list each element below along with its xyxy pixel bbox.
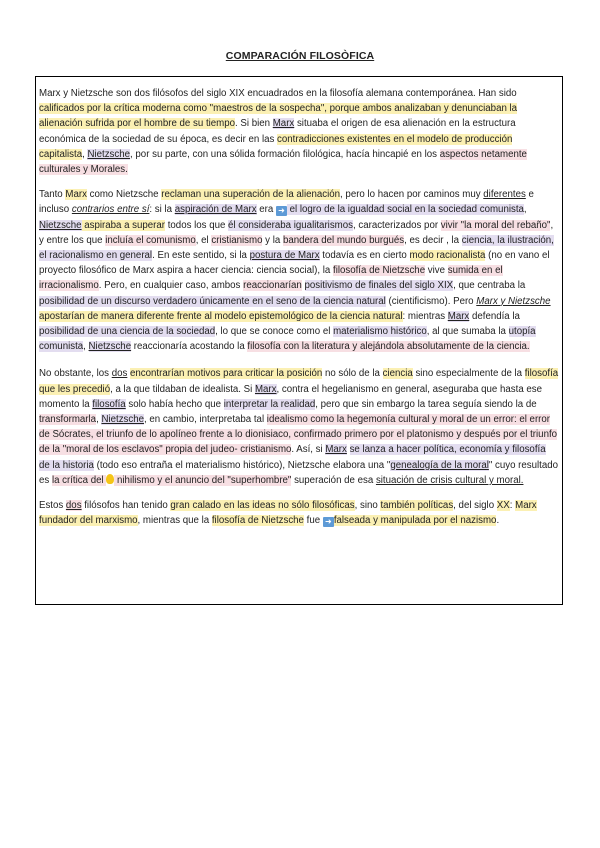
text: no sólo de la bbox=[322, 368, 383, 380]
highlight: él consideraba igualitarismos bbox=[228, 219, 353, 231]
text: filósofos han tenido bbox=[81, 500, 171, 512]
highlight: filosofía que les precedió bbox=[39, 368, 559, 395]
text: , y entre los que bbox=[39, 219, 554, 246]
highlight: aspiración de Marx bbox=[174, 204, 257, 216]
text: superación de esa bbox=[291, 474, 376, 486]
text: . Pero, en cualquier caso, ambos bbox=[98, 280, 244, 292]
italic-text: Marx y Nietzsche bbox=[476, 295, 551, 307]
text: . En este sentido, si la bbox=[152, 250, 250, 262]
highlight: interpretar la realidad bbox=[223, 398, 316, 410]
text: , pero que sin embargo la tarea seguía siendo la de bbox=[315, 398, 537, 410]
highlight: reaccionarían bbox=[243, 280, 302, 292]
text: vive bbox=[425, 265, 448, 277]
text: : mientras bbox=[402, 310, 448, 322]
text: , sino bbox=[354, 500, 381, 512]
highlight: se lanza a hacer política, economía y filosofía de la historia bbox=[39, 444, 546, 471]
highlight: transformarla bbox=[39, 414, 97, 426]
highlight: también políticas bbox=[380, 500, 454, 512]
highlight: ciencia, la ilustración, el racionalismo en general bbox=[39, 234, 554, 262]
text: e incluso bbox=[39, 189, 534, 216]
highlight: filosofía bbox=[92, 398, 126, 410]
text: , la bbox=[443, 234, 462, 246]
text: todos los que bbox=[165, 219, 229, 231]
highlight: la crítica del bbox=[51, 474, 107, 486]
paragraph-4 bbox=[39, 498, 559, 528]
highlight: sumida en el irracionalismo bbox=[39, 265, 503, 292]
highlight: reclaman una superación de la alienación bbox=[161, 189, 341, 201]
text: , bbox=[83, 341, 89, 353]
text: (todo eso entraña el materialismo histórico), Nietzsche elabora una " bbox=[93, 459, 391, 471]
highlight: fundador del marxismo bbox=[39, 515, 138, 527]
text: reaccionaría acostando la bbox=[131, 341, 248, 353]
text: , que centraba la bbox=[453, 280, 526, 292]
highlight: calificados por la crítica moderna como "maestros de la sospecha", porque ambos analizaban y denunciaban la alienación sufrida por el hombre de su tiempo bbox=[39, 103, 518, 130]
paragraph-2 bbox=[39, 187, 559, 354]
highlight: XX bbox=[496, 500, 510, 512]
highlight: gran calado en las ideas no sólo filosóficas bbox=[170, 500, 355, 512]
text: " cuyo resultado es bbox=[39, 459, 559, 486]
highlight: postura de Marx bbox=[249, 250, 320, 262]
highlight: positivismo de finales del siglo XIX bbox=[304, 280, 454, 292]
highlight: genealogía de la moral bbox=[390, 459, 489, 471]
text: solo había hecho que bbox=[125, 398, 224, 410]
highlight: Marx bbox=[65, 189, 87, 201]
marx-link: Marx bbox=[272, 118, 295, 130]
text: , lo que se conoce como el bbox=[215, 326, 334, 338]
highlight: aspiraba a superar bbox=[81, 219, 166, 231]
highlight: filosofía de Nietzsche bbox=[333, 265, 426, 277]
text: (cientificismo). Pero bbox=[385, 295, 477, 307]
text: , bbox=[523, 204, 527, 216]
highlight: contradicciones existentes en el modelo de producción capitalista bbox=[39, 133, 513, 160]
arrow-right-icon: ➜ bbox=[276, 206, 287, 216]
text: , caracterizados por bbox=[352, 219, 441, 231]
text: : bbox=[509, 500, 516, 512]
text: . Si bien bbox=[235, 118, 273, 130]
text: sino especialmente de la bbox=[412, 368, 525, 380]
highlight: modo racionalista bbox=[409, 250, 486, 262]
highlight: filosofía de Nietzsche bbox=[211, 515, 304, 527]
text: . bbox=[496, 515, 500, 527]
text: (no en vano el proyecto filosófico de Marx aspira a hacer ciencia: ciencia social), la bbox=[39, 250, 550, 277]
highlight: apostarían de manera diferente frente al modelo epistemológico de la ciencia natural bbox=[39, 310, 403, 322]
text: , a la que tildaban de idealista. Si bbox=[110, 383, 255, 395]
text: era bbox=[256, 204, 276, 216]
underlined-text: diferentes bbox=[483, 189, 526, 201]
text: No obstante, los bbox=[39, 368, 112, 380]
highlight: posibilidad de un discurso verdadero únicamente en el seno de la ciencia natural bbox=[39, 295, 386, 307]
highlight: ciencia bbox=[382, 368, 413, 380]
highlight: aspectos netamente culturales y Morales. bbox=[39, 148, 527, 176]
text: y la bbox=[262, 234, 283, 246]
text: , del siglo bbox=[453, 500, 497, 512]
highlight: posibilidad de una ciencia de la sociedad bbox=[39, 326, 216, 338]
paragraph-3 bbox=[39, 366, 559, 488]
text: , pero lo hacen por caminos muy bbox=[340, 189, 484, 201]
document-title: COMPARACIÓN FILOSÒFICA bbox=[225, 50, 375, 62]
highlight: cristianismo bbox=[211, 234, 263, 246]
marx-link: Marx bbox=[325, 444, 347, 456]
nietzsche-link: Nietzsche bbox=[39, 219, 82, 231]
text: , en cambio, interpretaba tal bbox=[144, 414, 267, 426]
paragraph-1 bbox=[39, 86, 559, 177]
text: fue bbox=[303, 515, 323, 527]
text: , el bbox=[195, 234, 212, 246]
italic-text: contrarios entre sí bbox=[71, 204, 150, 216]
text: situaba el origen de esa alienación en la estructura económica de la sociedad de su época, es decir en las bbox=[39, 118, 516, 145]
text: : si la bbox=[149, 204, 175, 216]
nietzsche-link: Nietzsche bbox=[101, 414, 145, 426]
text: , bbox=[96, 414, 102, 426]
marx-link: Marx bbox=[254, 383, 277, 395]
text: como Nietzsche bbox=[86, 189, 162, 201]
highlight: utopía comunista bbox=[39, 326, 536, 353]
highlight: Marx bbox=[515, 500, 537, 512]
comparison-box bbox=[35, 76, 563, 605]
text: todavía es en cierto bbox=[319, 250, 410, 262]
highlight: nihilismo y el anuncio del "superhombre" bbox=[114, 474, 292, 486]
text: , al que sumaba la bbox=[426, 326, 509, 338]
nietzsche-link: Nietzsche bbox=[87, 148, 131, 160]
underlined-text: situación de crisis cultural y moral. bbox=[375, 474, 524, 486]
highlight: dos bbox=[65, 500, 82, 512]
highlight: idealismo como la hegemonía cultural y moral de un error: el error de Sócrates, el triunfo de lo apolíneo frente a lo dionisiaco, confirmado primero por el platonismo y después por el triunfo de la "moral de los esclavos" propia del judeo- cristianismo bbox=[39, 414, 558, 456]
text: Estos bbox=[39, 500, 66, 512]
highlight: bandera del mundo burgués bbox=[282, 234, 405, 246]
text: . Así, si bbox=[291, 444, 326, 456]
text: , mientras que la bbox=[137, 515, 212, 527]
text: , bbox=[82, 148, 88, 160]
highlight: vivir "la moral del rebaño" bbox=[440, 219, 551, 231]
highlight: encontrarían motivos para criticar la posición bbox=[130, 368, 323, 380]
underlined-text: dos bbox=[111, 368, 128, 380]
highlight: el logro de la igualdad social en la sociedad comunista bbox=[286, 204, 524, 216]
text: , es decir bbox=[404, 234, 444, 246]
highlight: materialismo histórico bbox=[333, 326, 427, 338]
highlight: incluía el comunismo bbox=[105, 234, 196, 246]
text: Tanto bbox=[39, 189, 66, 201]
nietzsche-link: Nietzsche bbox=[88, 341, 132, 353]
text: Marx y Nietzsche son dos filósofos del siglo XIX encuadrados en la filosofía alemana contemporánea. Han sido bbox=[39, 88, 517, 99]
text: , contra el hegelianismo en general, aseguraba que hasta ese momento la bbox=[39, 383, 543, 410]
text: defendía la bbox=[469, 310, 520, 322]
marx-link: Marx bbox=[447, 310, 470, 322]
highlight: falseada y manipulada por el nazismo bbox=[333, 515, 497, 527]
text: , por su parte, con una sólida formación filológica, hacía hincapié en los bbox=[130, 148, 440, 160]
highlight: filosofía con la literatura y alejándola absolutamente de la ciencia. bbox=[247, 341, 530, 353]
arrow-right-icon: ➜ bbox=[323, 517, 334, 527]
